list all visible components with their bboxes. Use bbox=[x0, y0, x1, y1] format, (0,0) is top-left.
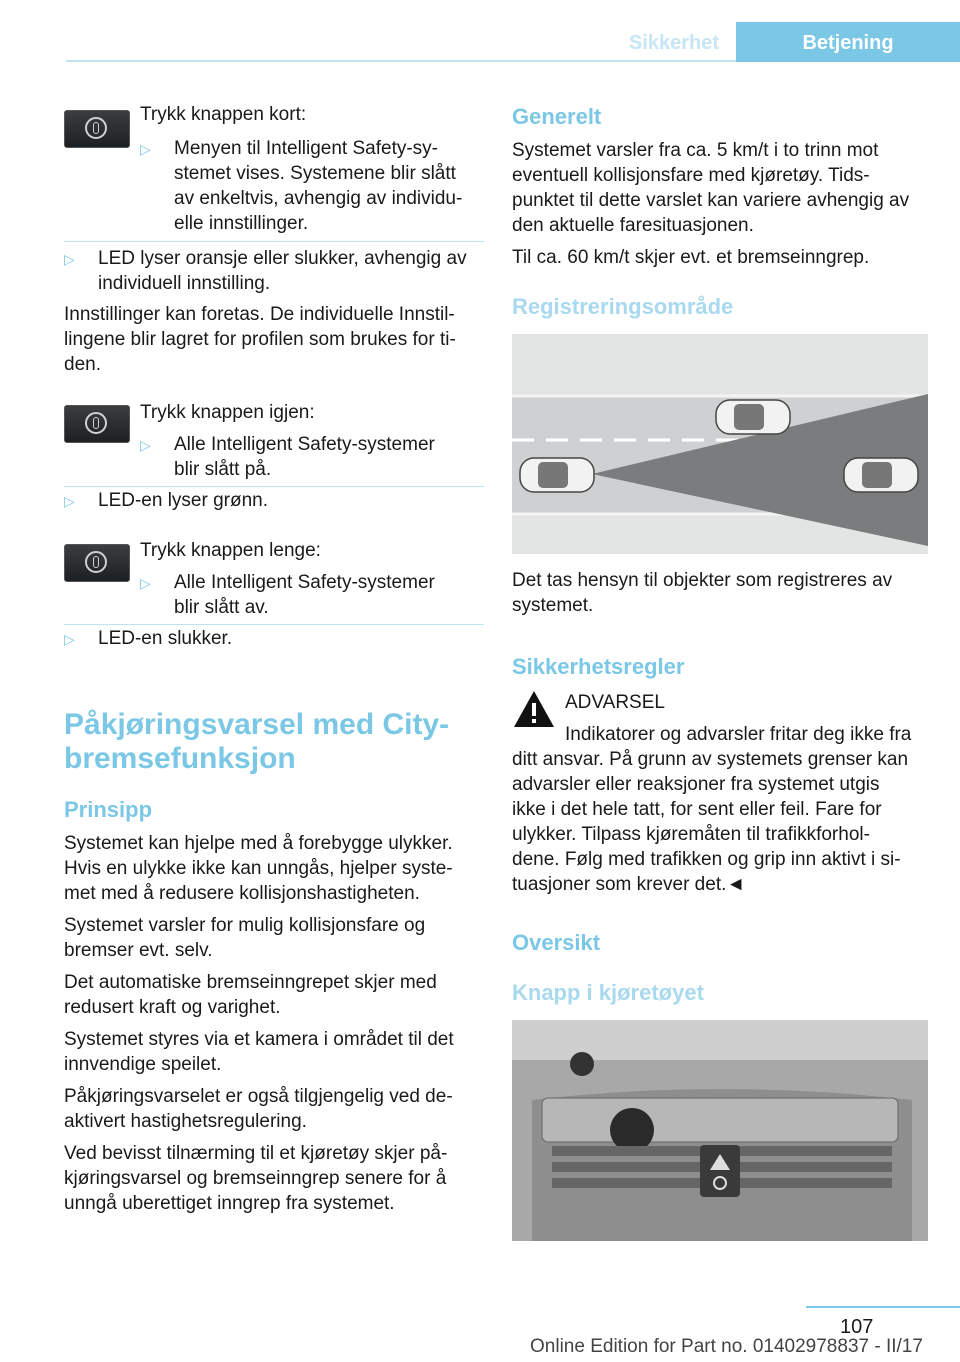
paragraph: systemet. bbox=[512, 595, 594, 616]
page-number: 107 bbox=[840, 1316, 874, 1338]
warning-text: ditt ansvar. På grunn av systemets grenser kan bbox=[512, 749, 909, 770]
tab-operation[interactable]: Betjening bbox=[736, 22, 960, 62]
general-heading: Generelt bbox=[512, 104, 602, 129]
warning-label: ADVARSEL bbox=[565, 692, 665, 713]
list-item: ▷ Menyen til Intelligent Safety-sy- bbox=[140, 138, 439, 159]
list-item-text: elle innstillinger. bbox=[174, 213, 309, 234]
list-item-text: blir slått på. bbox=[174, 459, 272, 480]
warning-text: advarsler eller reaksjoner fra systemet utgis bbox=[512, 774, 880, 795]
section-title: bremsefunksjon bbox=[64, 742, 296, 775]
overview-heading: Oversikt bbox=[512, 930, 601, 955]
tab-safety[interactable]: Sikkerhet bbox=[628, 32, 720, 54]
paragraph: Hvis en ulykke ikke kan unngås, hjelper syste- bbox=[64, 858, 453, 879]
warning-text: dene. Følg med trafikken og grip inn aktivt i si- bbox=[512, 849, 901, 870]
principle-heading: Prinsipp bbox=[64, 797, 153, 822]
press-short-label: Trykk knappen kort: bbox=[140, 104, 307, 125]
list-item: ▷ LED-en slukker. bbox=[64, 628, 233, 649]
paragraph: Påkjøringsvarselet er også tilgjengelig ved de- bbox=[64, 1086, 453, 1107]
safety-heading: Sikkerhetsregler bbox=[512, 654, 685, 679]
list-item-text: blir slått av. bbox=[174, 597, 269, 618]
list-item-text: stemet vises. Systemene blir slått bbox=[174, 163, 456, 184]
paragraph: den. bbox=[64, 354, 101, 375]
warning-text: tuasjoner som krever det.◄ bbox=[512, 874, 746, 895]
divider bbox=[64, 486, 484, 487]
paragraph: unngå uberettiget inngrep fra systemet. bbox=[64, 1193, 395, 1214]
paragraph: Systemet kan hjelpe med å forebygge ulykker. bbox=[64, 833, 453, 854]
press-long-label: Trykk knappen lenge: bbox=[140, 540, 321, 561]
detection-heading: Registreringsområde bbox=[512, 294, 734, 319]
paragraph: Innstillinger kan foretas. De individuelle Innstil- bbox=[64, 304, 455, 325]
car-icon bbox=[844, 458, 918, 492]
divider bbox=[64, 241, 484, 242]
paragraph: Til ca. 60 km/t skjer evt. et bremseinngrep. bbox=[512, 247, 870, 268]
paragraph: punktet til dette varslet kan variere avhengig av bbox=[512, 190, 910, 211]
paragraph: Systemet styres via et kamera i området til det bbox=[64, 1029, 454, 1050]
divider bbox=[64, 624, 484, 625]
section-title: Påkjøringsvarsel med City- bbox=[64, 708, 450, 741]
safety-button-icon bbox=[64, 405, 130, 443]
safety-button-icon bbox=[64, 544, 130, 582]
list-item-text: av enkeltvis, avhengig av individu- bbox=[174, 188, 463, 209]
paragraph: innvendige speilet. bbox=[64, 1054, 222, 1075]
button-heading: Knapp i kjøretøyet bbox=[512, 980, 704, 1005]
paragraph: bremser evt. selv. bbox=[64, 940, 213, 961]
list-item-text: individuell innstilling. bbox=[98, 273, 271, 294]
paragraph: met med å redusere kollisjonshastigheten. bbox=[64, 883, 420, 904]
warning-text: ulykker. Tilpass kjøremåten til trafikkforhol- bbox=[512, 824, 870, 845]
paragraph: eventuell kollisjonsfare med kjøretøy. Tids- bbox=[512, 165, 870, 186]
list-item: ▷ LED lyser oransje eller slukker, avhengig av bbox=[64, 248, 467, 269]
detection-area-diagram bbox=[512, 334, 928, 554]
paragraph: den aktuelle faresituasjonen. bbox=[512, 215, 754, 236]
console-photo bbox=[512, 1020, 928, 1241]
safety-button-icon bbox=[64, 110, 130, 148]
paragraph: redusert kraft og varighet. bbox=[64, 997, 281, 1018]
car-icon bbox=[520, 458, 594, 492]
warning-text: Indikatorer og advarsler fritar deg ikke fra bbox=[565, 724, 912, 745]
paragraph: Systemet varsler for mulig kollisjonsfare og bbox=[64, 915, 426, 936]
paragraph: Det automatiske bremseinngrepet skjer med bbox=[64, 972, 437, 993]
paragraph: Systemet varsler fra ca. 5 km/t i to trinn mot bbox=[512, 140, 879, 161]
edition-footer: Online Edition for Part no. 01402978837 - II/17 bbox=[530, 1336, 923, 1357]
list-item: ▷ LED-en lyser grønn. bbox=[64, 490, 269, 511]
warning-text: ikke i det hele tatt, for sent eller feil. Fare for bbox=[512, 799, 882, 820]
press-again-label: Trykk knappen igjen: bbox=[140, 402, 315, 423]
paragraph: kjøringsvarsel og bremseinngrep senere for å bbox=[64, 1168, 447, 1189]
list-item: ▷ Alle Intelligent Safety-systemer bbox=[140, 434, 435, 455]
paragraph: Det tas hensyn til objekter som registreres av bbox=[512, 570, 893, 591]
paragraph: Ved bevisst tilnærming til et kjøretøy skjer på- bbox=[64, 1143, 448, 1164]
page-number-rule bbox=[806, 1306, 960, 1308]
car-icon bbox=[716, 400, 790, 434]
warning-triangle-icon bbox=[512, 689, 556, 729]
paragraph: aktivert hastighetsregulering. bbox=[64, 1111, 307, 1132]
paragraph: lingene blir lagret for profilen som brukes for ti- bbox=[64, 329, 456, 350]
list-item: ▷ Alle Intelligent Safety-systemer bbox=[140, 572, 435, 593]
